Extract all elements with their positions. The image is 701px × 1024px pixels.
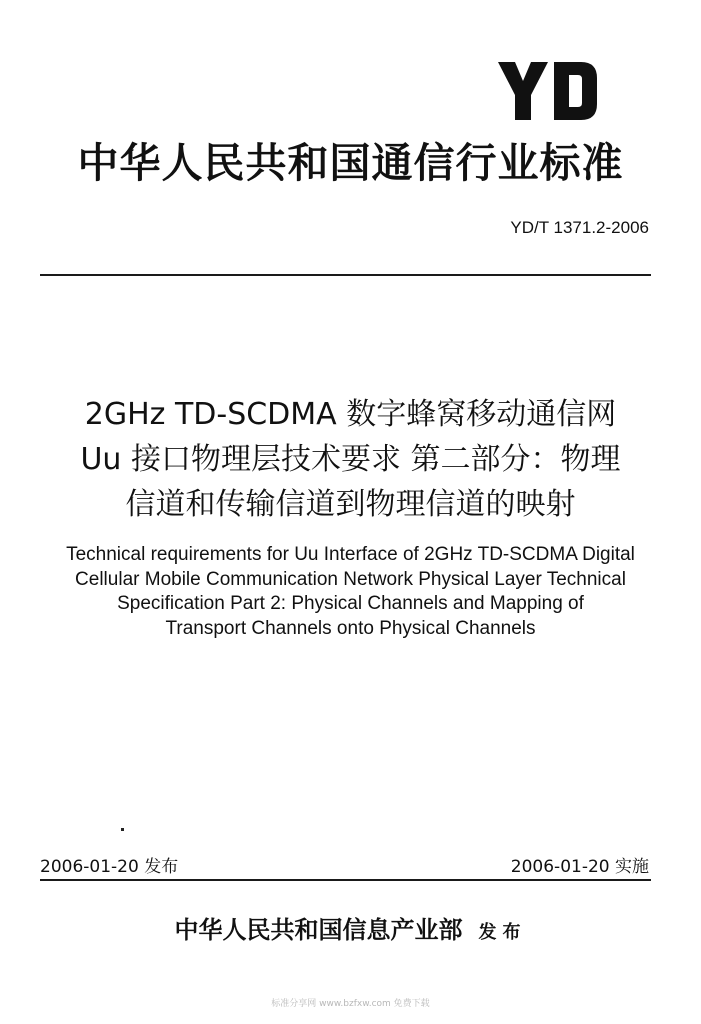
title-chinese-line-3: 信道和传输信道到物理信道的映射 <box>125 487 576 522</box>
title-english-line-2: Cellular Mobile Communication Network Physical Layer Technical <box>75 568 626 590</box>
title-chinese <box>20 392 681 527</box>
title-chinese-line-1: 2GHz TD-SCDMA 数字蜂窝移动通信网 <box>84 397 617 432</box>
title-chinese-line-2: Uu 接口物理层技术要求 第二部分：物理 <box>80 442 621 477</box>
title-english-line-4: Transport Channels onto Physical Channels <box>165 617 536 639</box>
issue-word: 发布 <box>478 922 527 943</box>
stray-dot <box>121 828 124 831</box>
publish-date: 2006-01-20 发布 <box>40 857 179 877</box>
title-english-line-1: Technical requirements for Uu Interface of 2GHz TD-SCDMA Digital <box>66 544 635 565</box>
watermark: 标准分享网 www.bzfxw.com 免费下载 <box>271 999 430 1009</box>
issuer-line <box>20 910 681 945</box>
title-english-line-3: Specification Part 2: Physical Channels and Mapping of <box>117 593 584 614</box>
implement-date: 2006-01-20 实施 <box>510 857 649 877</box>
standard-number: YD/T 1371.2-2006 <box>510 218 649 237</box>
yd-logo <box>498 62 598 120</box>
yd-logo-mark <box>498 62 598 120</box>
title-english <box>20 543 681 641</box>
top-divider <box>40 274 651 276</box>
bottom-divider <box>40 879 651 881</box>
org-title: 中华人民共和国通信行业标准 <box>77 139 624 187</box>
issuer-name: 中华人民共和国信息产业部 <box>174 915 463 944</box>
